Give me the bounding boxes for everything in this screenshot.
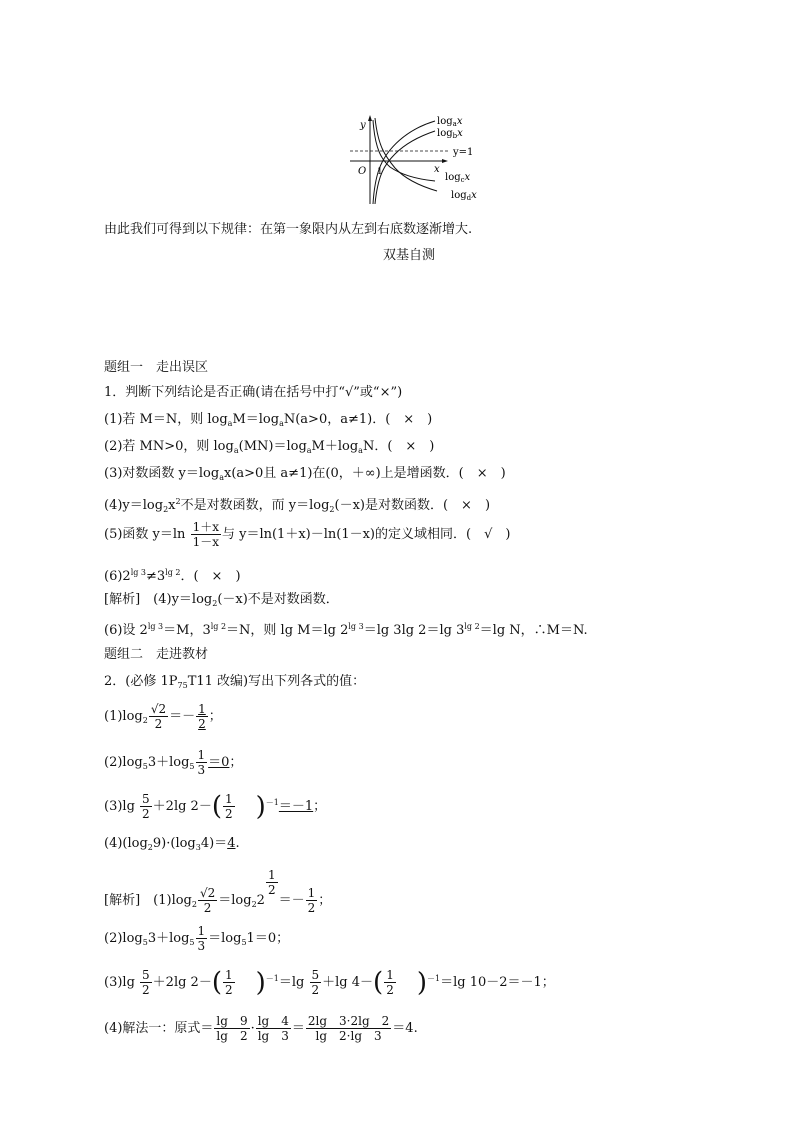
item-5: (5)函数 y＝ln $\frac{1+x}{1-x}$ 与 y＝ln(1＋x)－ln(1－x)的定义域相同．( √ ) [104, 520, 511, 549]
item-4: $(4)y=\log_2x^2$不是对数函数，而 $y=\log_2(-x)$是对数函数．( × ) [104, 497, 491, 514]
part-3: (3)lg $\frac{5}{2}$ ＋2lg 2－( $\frac{1}{2}$ )$^{-1}$＝－1； [104, 791, 327, 822]
question-1: 1．判断下列结论是否正确(请在括号中打“√”或“×”) [104, 385, 403, 400]
question-2: 2．(必修 $1P_{75}T11$ 改编)写出下列各式的值： [104, 674, 366, 690]
solution-2: $(2)\log_53+\log_5$ $\frac{1}{3}$ $=\log_51=0$； [104, 924, 290, 953]
part-4: $(4)(\log_29)\cdot(\log_34)=4$. [104, 836, 240, 852]
y-equals-one-label: y=1 [453, 147, 474, 158]
y-axis-label: y [360, 120, 366, 131]
item-2: (2)若 MN>0，则 $\log_a(MN)=\log_aM+\log_aN$．( × ) [104, 439, 435, 455]
part-1: $(1)\log_2$ $\frac{√2}{2}$ ＝－ $\frac{1}{2}$ ； [104, 702, 222, 731]
group2-title: 题组二 走进教材 [104, 647, 209, 662]
x-axis-label: x [434, 164, 440, 175]
item-1: (1)若 M＝N，则 $\log_aM=\log_aN(a>0$，a≠1)．( × ) [104, 412, 433, 428]
curve-label-c: $\log_cx$ [445, 172, 471, 184]
rule-text: 由此我们可得到以下规律：在第一象限内从左到右底数逐渐增大. [104, 222, 473, 237]
section-title: 双基自测 [383, 248, 436, 263]
analysis-6: (6)设 $2^{lg 3}=M$，$3^{lg 2}=N$，则 lg M＝lg $2^{lg 3}=\lg$ 3lg 2＝lg $3^{lg 2}=\lg$ N，∴M＝N. [104, 622, 588, 638]
solution-3: (3)lg $\frac{5}{2}$ ＋2lg 2－( $\frac{1}{2}$ )$^{-1}$＝lg $\frac{5}{2}$ ＋lg 4－( $\frac{1}{2}$ )$^{-1}$＝lg 10－2＝－1； [104, 967, 555, 998]
item-3: (3)对数函数 $y=\log_ax(a>0$且 a≠1)在(0，＋∞)上是增函数．( × ) [104, 466, 506, 482]
origin-label: O [358, 166, 367, 177]
curve-label-a: $\log_ax$ [437, 116, 463, 128]
curve-label-d: $\log_dx$ [451, 190, 477, 202]
solution-1: [解析] $(1)\log_2$ $\frac{√2}{2}$ $=\log_22$ $\frac{1}{2}$ ＝－ $\frac{1}{2}$ ； [104, 868, 332, 915]
group1-title: 题组一 走出误区 [104, 360, 209, 375]
one-label: 1 [377, 167, 383, 177]
curve-label-b: $\log_bx$ [437, 128, 463, 140]
item-6: $(6)2^{lg 3}\ne 3^{lg 2}$．( × ) [104, 568, 241, 584]
logarithm-curves-figure [340, 112, 480, 208]
analysis-1: [解析] $(4)y=\log_2(-x)$不是对数函数． [104, 592, 339, 608]
solution-4: (4)解法一：原式＝ $\frac{\lg 9}{\lg 2}$ · $\frac{\lg 4}{\lg 3}$ ＝ $\frac{2\lg 3\cdot 2\lg 2}{\lg 2\cdot\lg 3}$ ＝4. [104, 1014, 418, 1043]
part-2: $(2)\log_53+\log_5$ $\frac{1}{3}$ ＝0； [104, 748, 243, 777]
